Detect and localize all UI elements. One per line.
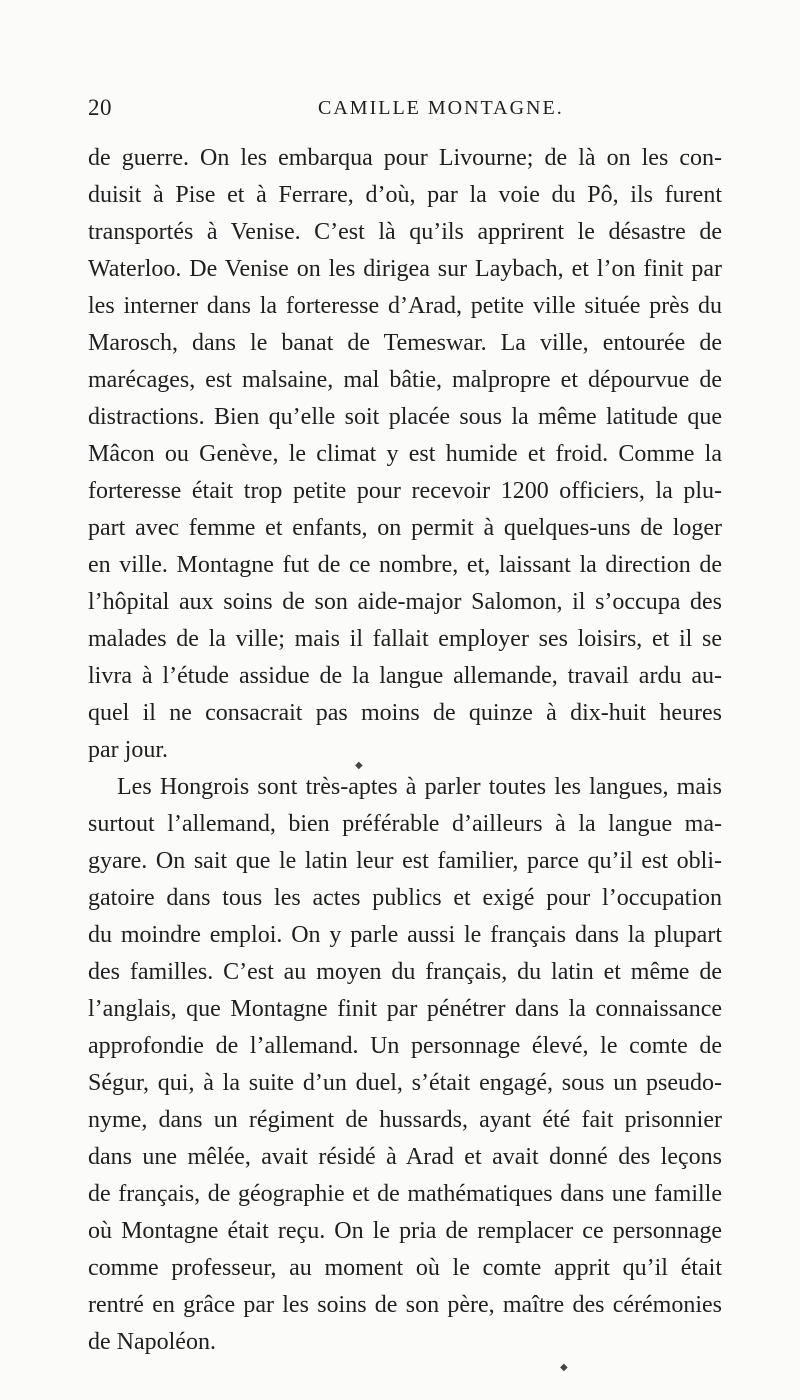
text-line: l’hôpital aux soins de son aide-major Salomon, il s’occupa des — [88, 589, 722, 615]
text-line: Mâcon ou Genève, le climat y est humide et froid. Comme la — [88, 441, 722, 467]
text-line: forteresse était trop petite pour recevoir 1200 officiers, la plu- — [88, 478, 722, 504]
text-line: gyare. On sait que le latin leur est familier, parce qu’il est obli- — [88, 848, 722, 874]
text-line: des familles. C’est au moyen du français, du latin et même de — [88, 959, 722, 985]
text-line: du moindre emploi. On y parle aussi le français dans la plupart — [88, 922, 722, 948]
running-head: CAMILLE MONTAGNE. — [318, 97, 564, 119]
text-line: approfondie de l’allemand. Un personnage élevé, le comte de — [88, 1033, 722, 1059]
text-line: dans une mêlée, avait résidé à Arad et avait donné des leçons — [88, 1144, 722, 1170]
text-line: l’anglais, que Montagne finit par pénétrer dans la connaissance — [88, 996, 722, 1022]
print-speck: ◆ — [560, 1362, 568, 1373]
paragraph-end-line: par jour. — [88, 737, 168, 763]
text-line: gatoire dans tous les actes publics et exigé pour l’occupation — [88, 885, 722, 911]
text-line: Marosch, dans le banat de Temeswar. La ville, entourée de — [88, 330, 722, 356]
text-line: malades de la ville; mais il fallait employer ses loisirs, et il se — [88, 626, 722, 652]
text-line: quel il ne consacrait pas moins de quinze à dix-huit heures — [88, 700, 722, 726]
text-line: en ville. Montagne fut de ce nombre, et, laissant la direction de — [88, 552, 722, 578]
print-speck: ◆ — [355, 760, 363, 771]
text-line: marécages, est malsaine, mal bâtie, malpropre et dépourvue de — [88, 367, 722, 393]
page-number: 20 — [88, 95, 112, 120]
paragraph-end-line: de Napoléon. — [88, 1329, 216, 1355]
text-line: livra à l’étude assidue de la langue allemande, travail ardu au- — [88, 663, 722, 689]
text-line: de français, de géographie et de mathématiques dans une famille — [88, 1181, 722, 1207]
text-line: Ségur, qui, à la suite d’un duel, s’était engagé, sous un pseudo- — [88, 1070, 722, 1096]
text-line: nyme, dans un régiment de hussards, ayant été fait prisonnier — [88, 1107, 722, 1133]
page-header — [0, 93, 800, 123]
text-line: Waterloo. De Venise on les dirigea sur Laybach, et l’on finit par — [88, 256, 722, 282]
text-line: part avec femme et enfants, on permit à quelques-uns de loger — [88, 515, 722, 541]
paragraph-start-line: Les Hongrois sont très-aptes à parler toutes les langues, mais — [117, 774, 722, 800]
text-line: transportés à Venise. C’est là qu’ils apprirent le désastre de — [88, 219, 722, 245]
text-line: comme professeur, au moment où le comte apprit qu’il était — [88, 1255, 722, 1281]
body-text — [88, 140, 722, 1361]
text-line: où Montagne était reçu. On le pria de remplacer ce personnage — [88, 1218, 722, 1244]
text-line: duisit à Pise et à Ferrare, d’où, par la voie du Pô, ils furent — [88, 182, 722, 208]
text-line: surtout l’allemand, bien préférable d’ailleurs à la langue ma- — [88, 811, 722, 837]
text-line: rentré en grâce par les soins de son père, maître des cérémonies — [88, 1292, 722, 1318]
text-line: distractions. Bien qu’elle soit placée sous la même latitude que — [88, 404, 722, 430]
text-line: les interner dans la forteresse d’Arad, petite ville située près du — [88, 293, 722, 319]
text-line: de guerre. On les embarqua pour Livourne; de là on les con- — [88, 145, 722, 171]
